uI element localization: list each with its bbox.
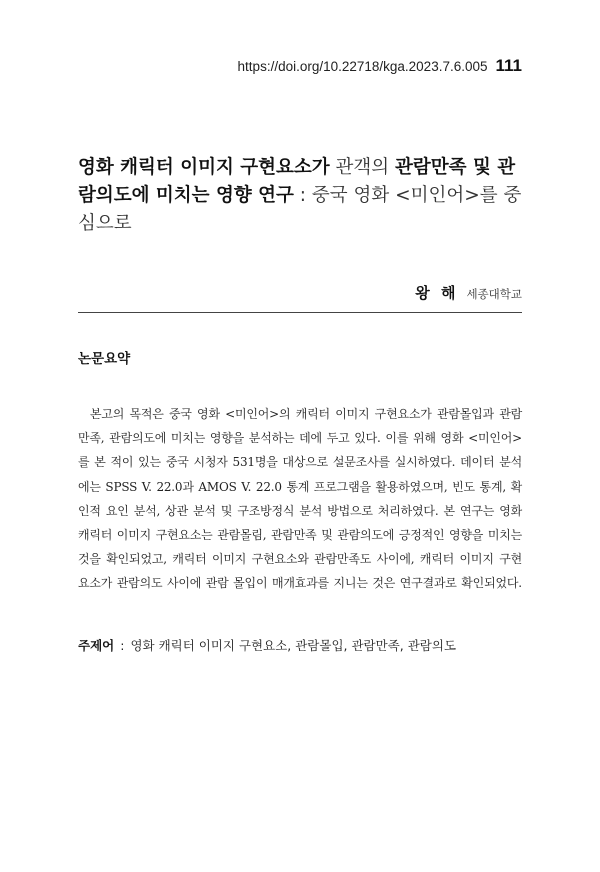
- title-part-4: : 중국 영화 <미인어>를 중심으로: [78, 185, 522, 234]
- keywords-line: [78, 636, 522, 656]
- page-number: 111: [495, 56, 522, 75]
- keywords-label: 주제어: [78, 638, 115, 653]
- title-part-3: 관람만족 및 관람의도에 미치는 영향 연구: [78, 157, 516, 206]
- keywords-text: 영화 캐릭터 이미지 구현요소, 관람몰입, 관람만족, 관람의도: [130, 638, 457, 653]
- author-affiliation: 세종대학교: [466, 287, 522, 301]
- keywords-separator: :: [120, 638, 125, 653]
- abstract-heading: 논문요약: [78, 351, 131, 367]
- title-divider: [78, 312, 522, 313]
- author-line: [415, 282, 522, 303]
- title-part-2: 관객의: [329, 157, 396, 178]
- title-part-1: 영화 캐릭터 이미지 구현요소가: [78, 157, 330, 178]
- running-head: [238, 56, 522, 76]
- doi-link[interactable]: https://doi.org/10.22718/kga.2023.7.6.005: [237, 59, 488, 74]
- paper-title: [78, 154, 528, 238]
- author-name: 왕 해: [415, 284, 459, 302]
- abstract-body: 본고의 목적은 중국 영화 <미인어>의 캐릭터 이미지 구현요소가 관람몰입과 관람만족, 관람의도에 미치는 영향을 분석하는 데에 두고 있다. 이를 위해 영화 <미인어>를 본 적이 있는 중국 시청자 531명을 대상으로 설문조사를 실시하였다. 데이터 분석에는 SPSS V. 22.0과 AMOS V. 22.0 통계 프로그램을 활용하였으며, 빈도 통계, 확인적 요인 분석, 상관 분석 및 구조방정식 분석 방법으로 처리하였다. 본 연구는 영화 캐릭터 이미지 구현요소는 관람몰림, 관람만족 및 관람의도에 긍정적인 영향을 미치는 것을 확인되었고, 캐릭터 이미지 구현요소와 관람만족도 사이에, 캐릭터 이미지 구현요소가 관람의도 사이에 관람 몰입이 매개효과를 지니는 것은 연구결과로 확인되었다.: [78, 407, 522, 591]
